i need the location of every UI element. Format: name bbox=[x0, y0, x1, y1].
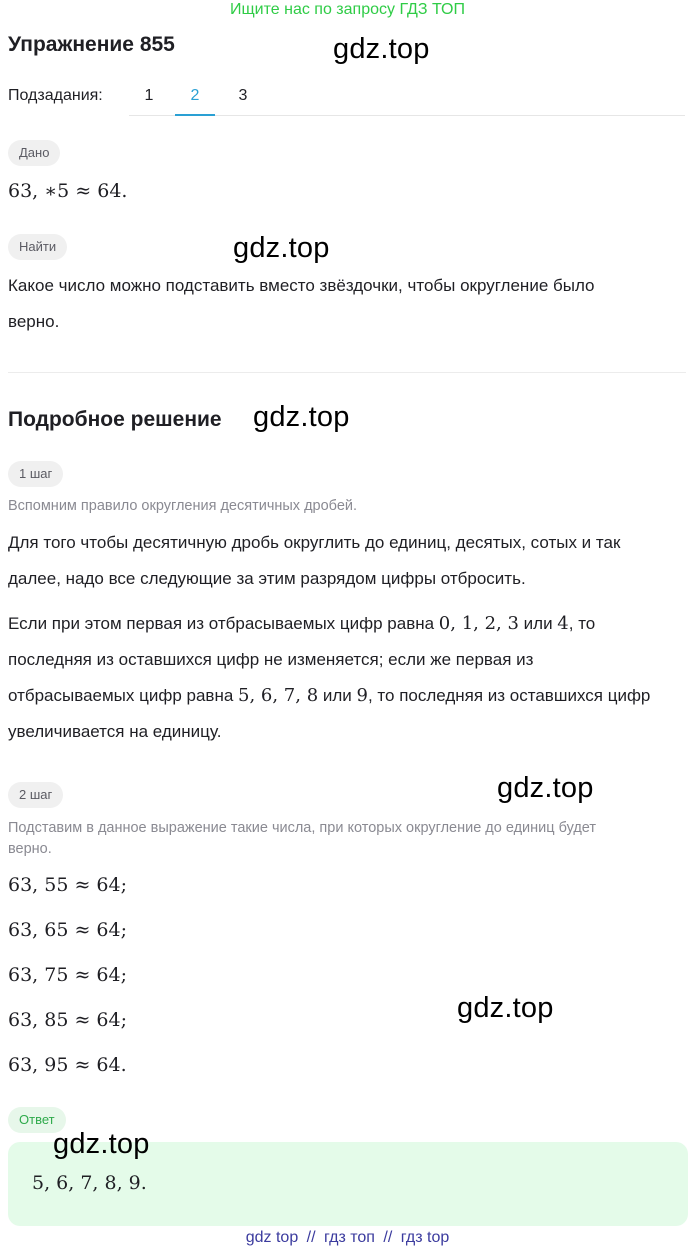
math-digit: 4 bbox=[557, 613, 569, 634]
footer-links bbox=[0, 1229, 695, 1247]
footer-link-gdz-top-mixed[interactable]: гдз top bbox=[400, 1229, 450, 1246]
tab-subtask-1[interactable]: 1 bbox=[144, 87, 154, 104]
footer-link-gdz-top[interactable]: gdz top bbox=[245, 1229, 299, 1246]
answer-value: 5, 6, 7, 8, 9. bbox=[32, 1172, 147, 1194]
step-1-hint: Вспомним правило округления десятичных дробей. bbox=[8, 498, 358, 514]
solution-heading: Подробное решение bbox=[8, 408, 222, 431]
find-text-line-2: верно. bbox=[8, 312, 60, 331]
tab-subtask-3[interactable]: 3 bbox=[238, 87, 248, 104]
step-1-paragraph-1-line-2: далее, надо все следующие за этим разрядом цифры отбросить. bbox=[8, 569, 526, 588]
step-1-badge: 1 шаг bbox=[8, 461, 63, 487]
footer-link-gdz-top-ru[interactable]: гдз топ bbox=[324, 1229, 375, 1246]
step-2-expression: 63, 95 ≈ 64. bbox=[8, 1054, 127, 1076]
top-banner[interactable]: Ищите нас по запросу ГДЗ ТОП bbox=[230, 1, 465, 18]
step-2-expression: 63, 75 ≈ 64; bbox=[8, 964, 128, 986]
text-segment: , то bbox=[568, 614, 596, 633]
step-1-paragraph-2-line-3 bbox=[8, 678, 650, 714]
given-badge: Дано bbox=[8, 140, 60, 166]
step-2-badge: 2 шаг bbox=[8, 782, 63, 808]
tab-subtask-2[interactable]: 2 bbox=[190, 87, 200, 104]
step-2-expression: 63, 85 ≈ 64; bbox=[8, 1009, 128, 1031]
watermark: gdz.top bbox=[333, 33, 430, 65]
math-digit: 9 bbox=[356, 685, 368, 706]
step-1-paragraph-2-line-1 bbox=[8, 606, 595, 642]
step-2-hint-line-2: верно. bbox=[8, 841, 52, 857]
step-2-expression: 63, 55 ≈ 64; bbox=[8, 874, 128, 896]
find-text-line-1: Какое число можно подставить вместо звёздочки, чтобы округление было bbox=[8, 276, 595, 295]
page-title: Упражнение 855 bbox=[8, 33, 175, 56]
footer-separator: // bbox=[383, 1229, 393, 1246]
text-segment: или bbox=[518, 614, 558, 633]
step-2-expression: 63, 65 ≈ 64; bbox=[8, 919, 128, 941]
section-divider bbox=[8, 372, 686, 373]
math-digits: 0, 1, 2, 3 bbox=[438, 613, 519, 634]
footer-separator: // bbox=[306, 1229, 316, 1246]
answer-badge: Ответ bbox=[8, 1107, 66, 1133]
find-badge: Найти bbox=[8, 234, 67, 260]
active-tab-indicator bbox=[175, 114, 215, 116]
step-1-paragraph-1-line-1: Для того чтобы десятичную дробь округлить до единиц, десятых, сотых и так bbox=[8, 533, 621, 552]
watermark: gdz.top bbox=[53, 1128, 150, 1160]
text-segment: или bbox=[318, 686, 357, 705]
watermark: gdz.top bbox=[457, 992, 554, 1024]
math-digits: 5, 6, 7, 8 bbox=[238, 685, 319, 706]
text-segment: Если при этом первая из отбрасываемых цифр равна bbox=[8, 614, 439, 633]
subtasks-label: Подзадания: bbox=[8, 87, 103, 104]
step-1-paragraph-2-line-2: последняя из оставшихся цифр не изменяется; если же первая из bbox=[8, 650, 534, 669]
watermark: gdz.top bbox=[497, 772, 594, 804]
watermark: gdz.top bbox=[233, 232, 330, 264]
step-1-paragraph-2-line-4: увеличивается на единицу. bbox=[8, 722, 222, 741]
given-expression: 63, ∗5 ≈ 64. bbox=[8, 180, 128, 202]
text-segment: отбрасываемых цифр равна bbox=[8, 686, 239, 705]
text-segment: , то последняя из оставшихся цифр bbox=[367, 686, 651, 705]
watermark: gdz.top bbox=[253, 401, 350, 433]
step-2-hint-line-1: Подставим в данное выражение такие числа, при которых округление до единиц будет bbox=[8, 820, 597, 836]
